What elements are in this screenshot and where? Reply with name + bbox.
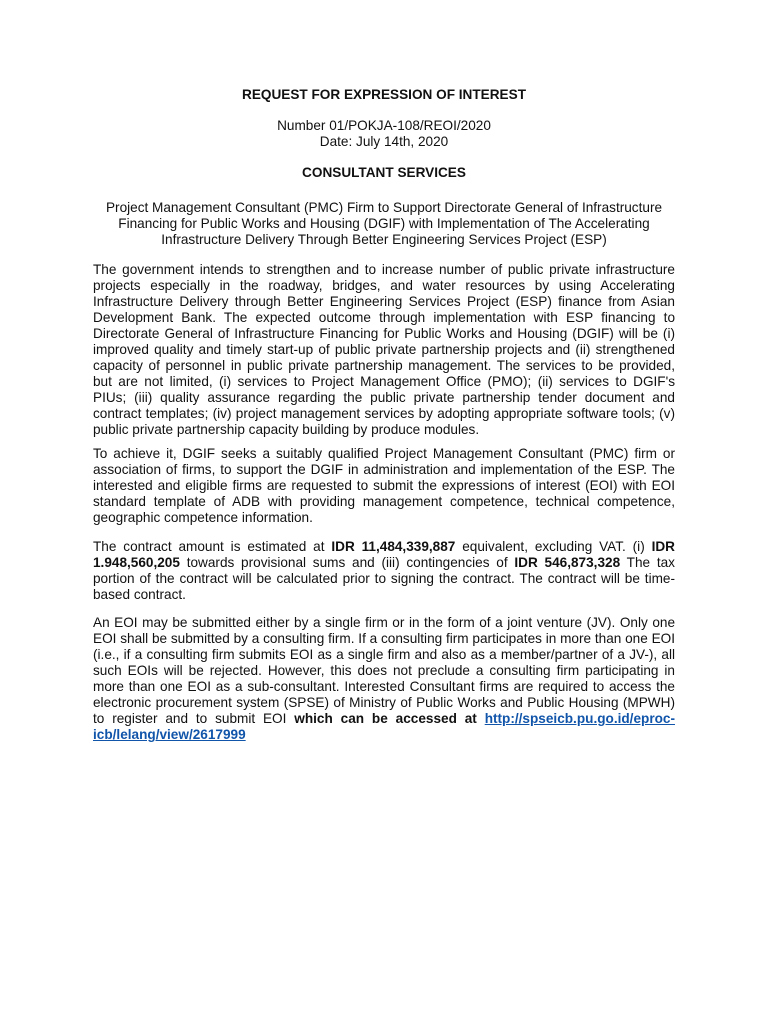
- amount-text-4: The tax portion of the contract will be calculated prior to signing the contract. The contract will be time-based contract.: [93, 555, 675, 602]
- eproc-link[interactable]: http://spseicb.pu.go.id/eproc-icb/lelang/view/2617999: [93, 711, 675, 742]
- section-heading: CONSULTANT SERVICES: [302, 165, 466, 180]
- amount-text-2: equivalent, excluding VAT. (i): [455, 539, 652, 554]
- paragraph-objective: To achieve it, DGIF seeks a suitably qualified Project Management Consultant (PMC) firm or association of firms, to support the DGIF in administration and implementation of the ESP. The interested and eligible firms are requested to submit the expressions of interest (EOI) with EOI standard template of ADB with providing management competence, technical competence, geographic competence information.: [93, 446, 675, 525]
- document-title: REQUEST FOR EXPRESSION OF INTEREST: [242, 87, 526, 102]
- eoi-access-text: which can be accessed at: [294, 711, 477, 726]
- paragraph-contract-amount: [93, 539, 675, 603]
- amount-total: IDR 11,484,339,887: [331, 539, 456, 554]
- reference-number: Number 01/POKJA-108/REOI/2020: [277, 118, 491, 133]
- amount-text-1: The contract amount is estimated at: [93, 539, 332, 554]
- amount-text-3: towards provisional sums and (iii) contingencies of: [179, 555, 515, 570]
- eoi-text: An EOI may be submitted either by a single firm or in the form of a joint venture (JV). Only one EOI shall be submitted by a consulting firm. If a consulting firm participates in more than one EOI (i.e., if a consulting firm submits EOI as a single firm and also as a member/partner of a JV-), all such EOIs will be rejected. However, this does not preclude a consulting firm participating in more than one EOI as a sub-consultant. Interested Consultant firms are required to access the electronic procurement system (SPSE) of Ministry of Public Works and Public Housing (MPWH) to register and to submit EOI: [93, 615, 675, 726]
- paragraph-eoi-submission: [93, 615, 675, 743]
- amount-contingencies: IDR 546,873,328: [514, 555, 621, 570]
- amount-provisional: IDR 1.948,560,205: [93, 539, 675, 570]
- paragraph-background: The government intends to strengthen and to increase number of public private infrastructure projects especially in the roadway, bridges, and water resources by using Accelerating Infrastructure Delivery through Better Engineering Services Project (ESP) finance from Asian Development Bank. The expected outcome through implementation with ESP financing to Directorate General of Infrastructure Financing for Public Works and Housing (DGIF) will be (i) improved quality and timely start-up of public private partnership projects and (ii) strengthened capacity of personnel in public private partnership management. The services to be provided, but are not limited, (i) services to Project Management Office (PMO); (ii) services to DGIF's PIUs; (iii) quality assurance regarding the public private partnership tender document and contract templates; (iv) project management services by adopting appropriate software tools; (v) public private partnership capacity building by produce modules.: [93, 262, 675, 437]
- project-subtitle: Project Management Consultant (PMC) Firm to Support Directorate General of Infrastructure Financing for Public Works and Housing (DGIF) with Implementation of The Accelerating Infrastructure Delivery Through Better Engineering Services Project (ESP): [105, 200, 663, 247]
- document-date: Date: July 14th, 2020: [319, 134, 449, 149]
